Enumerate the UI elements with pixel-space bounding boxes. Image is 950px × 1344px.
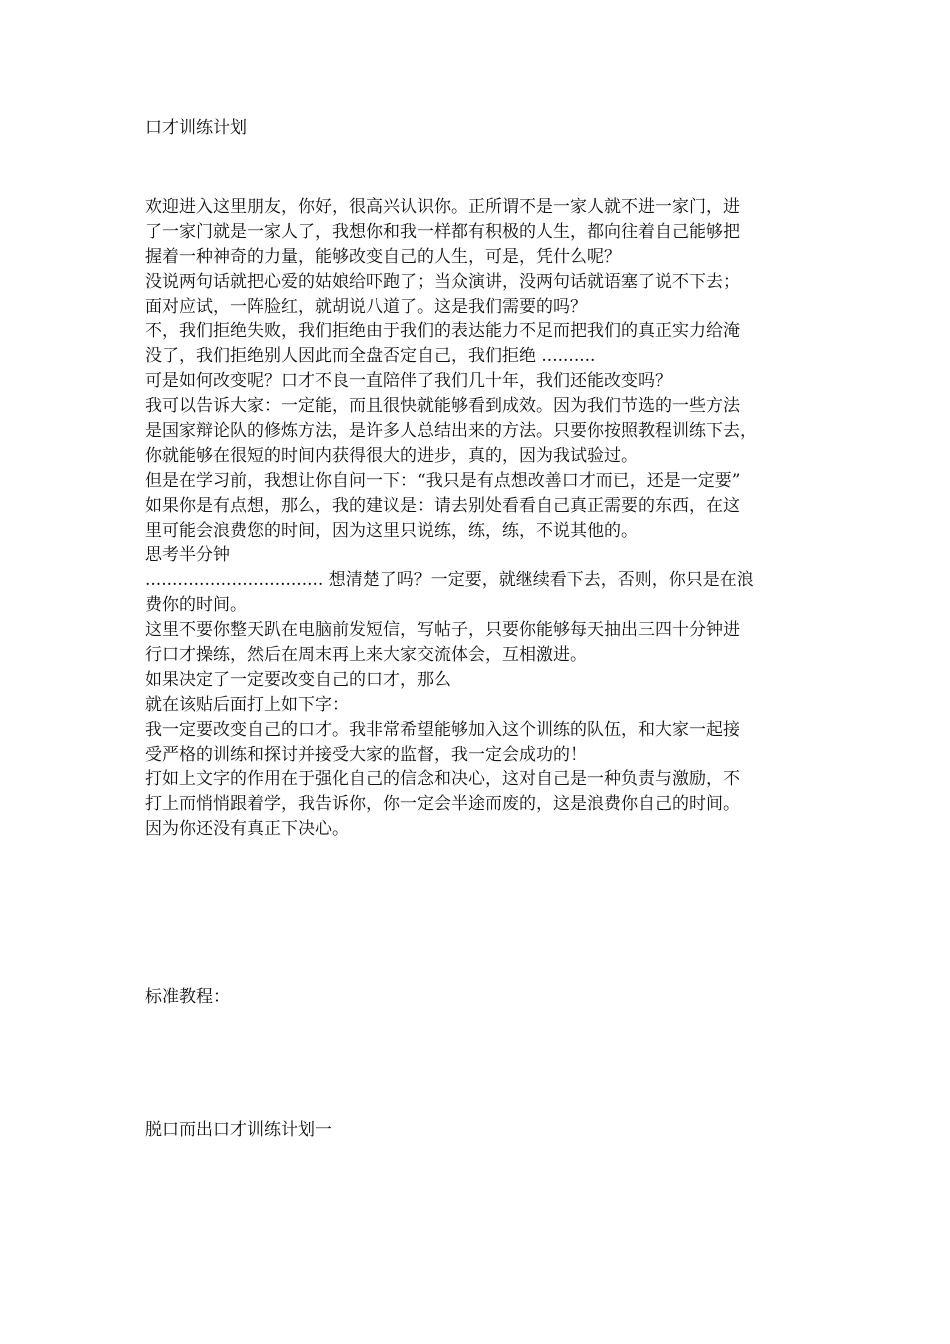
text-line: 就在该贴后面打上如下字： [145, 694, 349, 715]
text-line: ................................. 想清楚了吗？一定要，就继续看下去，否则，你只是在浪 [145, 570, 754, 591]
document-title: 口才训练计划 [145, 118, 247, 138]
text-line: 思考半分钟 [145, 545, 230, 566]
text-line: 欢迎进入这里朋友，你好，很高兴认识你。正所谓不是一家人就不进一家门，进 [145, 197, 740, 217]
text-line: 你就能够在很短的时间内获得很大的进步，真的，因为我试验过。 [145, 445, 638, 466]
body-text [145, 195, 809, 842]
text-line: 如果决定了一定要改变自己的口才，那么 [145, 669, 451, 690]
text-line: 我可以告诉大家：一定能，而且很快就能够看到成效。因为我们节选的一些方法 [145, 396, 740, 417]
text-line: 打上而悄悄跟着学，我告诉你，你一定会半途而废的，这是浪费你自己的时间。 [145, 794, 740, 815]
text-line: 但是在学习前，我想让你自问一下：“我只是有点想改善口才而已，还是一定要” [145, 470, 741, 491]
section-heading-standard: 标准教程： [145, 987, 230, 1007]
text-line: 行口才操练，然后在周末再上来大家交流体会，互相激进。 [145, 645, 587, 666]
text-line: 里可能会浪费您的时间，因为这里只说练，练，练，不说其他的。 [145, 520, 638, 541]
text-line: 面对应试，一阵脸红，就胡说八道了。这是我们需要的吗？ [145, 296, 587, 317]
text-line: 这里不要你整天趴在电脑前发短信，写帖子，只要你能够每天抽出三四十分钟进 [145, 620, 740, 641]
text-line: 没了，我们拒绝别人因此而全盘否定自己，我们拒绝 .......... [145, 346, 596, 367]
text-line: 是国家辩论队的修炼方法，是许多人总结出来的方法。只要你按照教程训练下去， [145, 421, 757, 442]
text-line: 了一家门就是一家人了，我想你和我一样都有积极的人生，都向往着自己能够把 [145, 221, 740, 242]
section-heading-plan-one: 脱口而出口才训练计划一 [145, 1120, 332, 1140]
text-line: 如果你是有点想，那么，我的建议是：请去别处看看自己真正需要的东西，在这 [145, 495, 740, 516]
text-line: 我一定要改变自己的口才。我非常希望能够加入这个训练的队伍，和大家一起接 [145, 719, 740, 740]
text-line: 可是如何改变呢？口才不良一直陪伴了我们几十年，我们还能改变吗？ [145, 371, 672, 392]
text-line: 费你的时间。 [145, 595, 247, 616]
text-line: 因为你还没有真正下决心。 [145, 819, 349, 840]
text-line: 打如上文字的作用在于强化自己的信念和决心，这对自己是一种负责与激励，不 [145, 769, 740, 790]
text-line: 受严格的训练和探讨并接受大家的监督，我一定会成功的！ [145, 744, 587, 765]
text-line: 不，我们拒绝失败，我们拒绝由于我们的表达能力不足而把我们的真正实力给淹 [145, 321, 740, 342]
text-line: 握着一种神奇的力量，能够改变自己的人生，可是，凭什么呢？ [145, 246, 621, 267]
text-line: 没说两句话就把心爱的姑娘给吓跑了；当众演讲，没两句话就语塞了说不下去； [145, 271, 740, 292]
